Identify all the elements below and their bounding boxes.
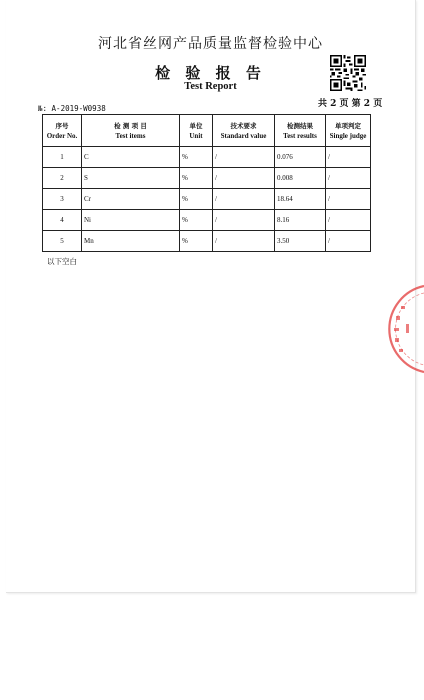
qr-code-icon — [330, 55, 366, 91]
cell-order-no: 1 — [43, 147, 82, 168]
cell-unit: % — [180, 168, 213, 189]
header-single-judge: 单项判定 Single judge — [326, 115, 371, 147]
header-unit: 单位 Unit — [180, 115, 213, 147]
report-title-en: Test Report — [184, 81, 237, 92]
cell-order-no: 5 — [43, 231, 82, 252]
header-order-no: 序号 Order No. — [43, 115, 82, 147]
cell-order-no: 3 — [43, 189, 82, 210]
report-page — [6, 0, 416, 593]
cell-unit: % — [180, 147, 213, 168]
organization-name: 河北省丝网产品质量监督检验中心 — [98, 36, 323, 52]
cell-test-result: 8.16 — [275, 210, 326, 231]
table-row — [43, 147, 371, 168]
cell-order-no: 2 — [43, 168, 82, 189]
table-row — [43, 189, 371, 210]
cell-single-judge: / — [326, 147, 371, 168]
cell-unit: % — [180, 231, 213, 252]
header-test-results: 检测结果 Test results — [275, 115, 326, 147]
cell-single-judge: / — [326, 189, 371, 210]
cell-test-result: 0.076 — [275, 147, 326, 168]
results-table — [42, 114, 371, 252]
cell-test-result: 3.50 — [275, 231, 326, 252]
cell-test-item: Cr — [82, 189, 180, 210]
cell-test-item: C — [82, 147, 180, 168]
cell-test-item: Mn — [82, 231, 180, 252]
header-standard-value: 技术要求 Standard value — [213, 115, 275, 147]
end-of-report-note: 以下空白 — [47, 257, 77, 266]
cell-unit: % — [180, 210, 213, 231]
report-number: №: A-2019-W0938 — [38, 104, 106, 113]
table-row — [43, 210, 371, 231]
table-row — [43, 168, 371, 189]
report-title-cn: 检 验 报 告 — [155, 64, 266, 82]
cell-standard-value: / — [213, 168, 275, 189]
page-indicator: 共 2 页 第 2 页 — [318, 99, 383, 109]
cell-test-result: 0.008 — [275, 168, 326, 189]
cell-single-judge: / — [326, 210, 371, 231]
cell-unit: % — [180, 189, 213, 210]
cell-standard-value: / — [213, 210, 275, 231]
table-header-row — [43, 115, 371, 147]
cell-test-item: S — [82, 168, 180, 189]
cell-order-no: 4 — [43, 210, 82, 231]
cell-standard-value: / — [213, 147, 275, 168]
cell-standard-value: / — [213, 189, 275, 210]
cell-test-item: Ni — [82, 210, 180, 231]
cell-test-result: 18.64 — [275, 189, 326, 210]
table-row — [43, 231, 371, 252]
official-seal-icon — [384, 284, 424, 374]
cell-single-judge: / — [326, 231, 371, 252]
header-test-items: 检 测 项 目 Test items — [82, 115, 180, 147]
cell-single-judge: / — [326, 168, 371, 189]
cell-standard-value: / — [213, 231, 275, 252]
